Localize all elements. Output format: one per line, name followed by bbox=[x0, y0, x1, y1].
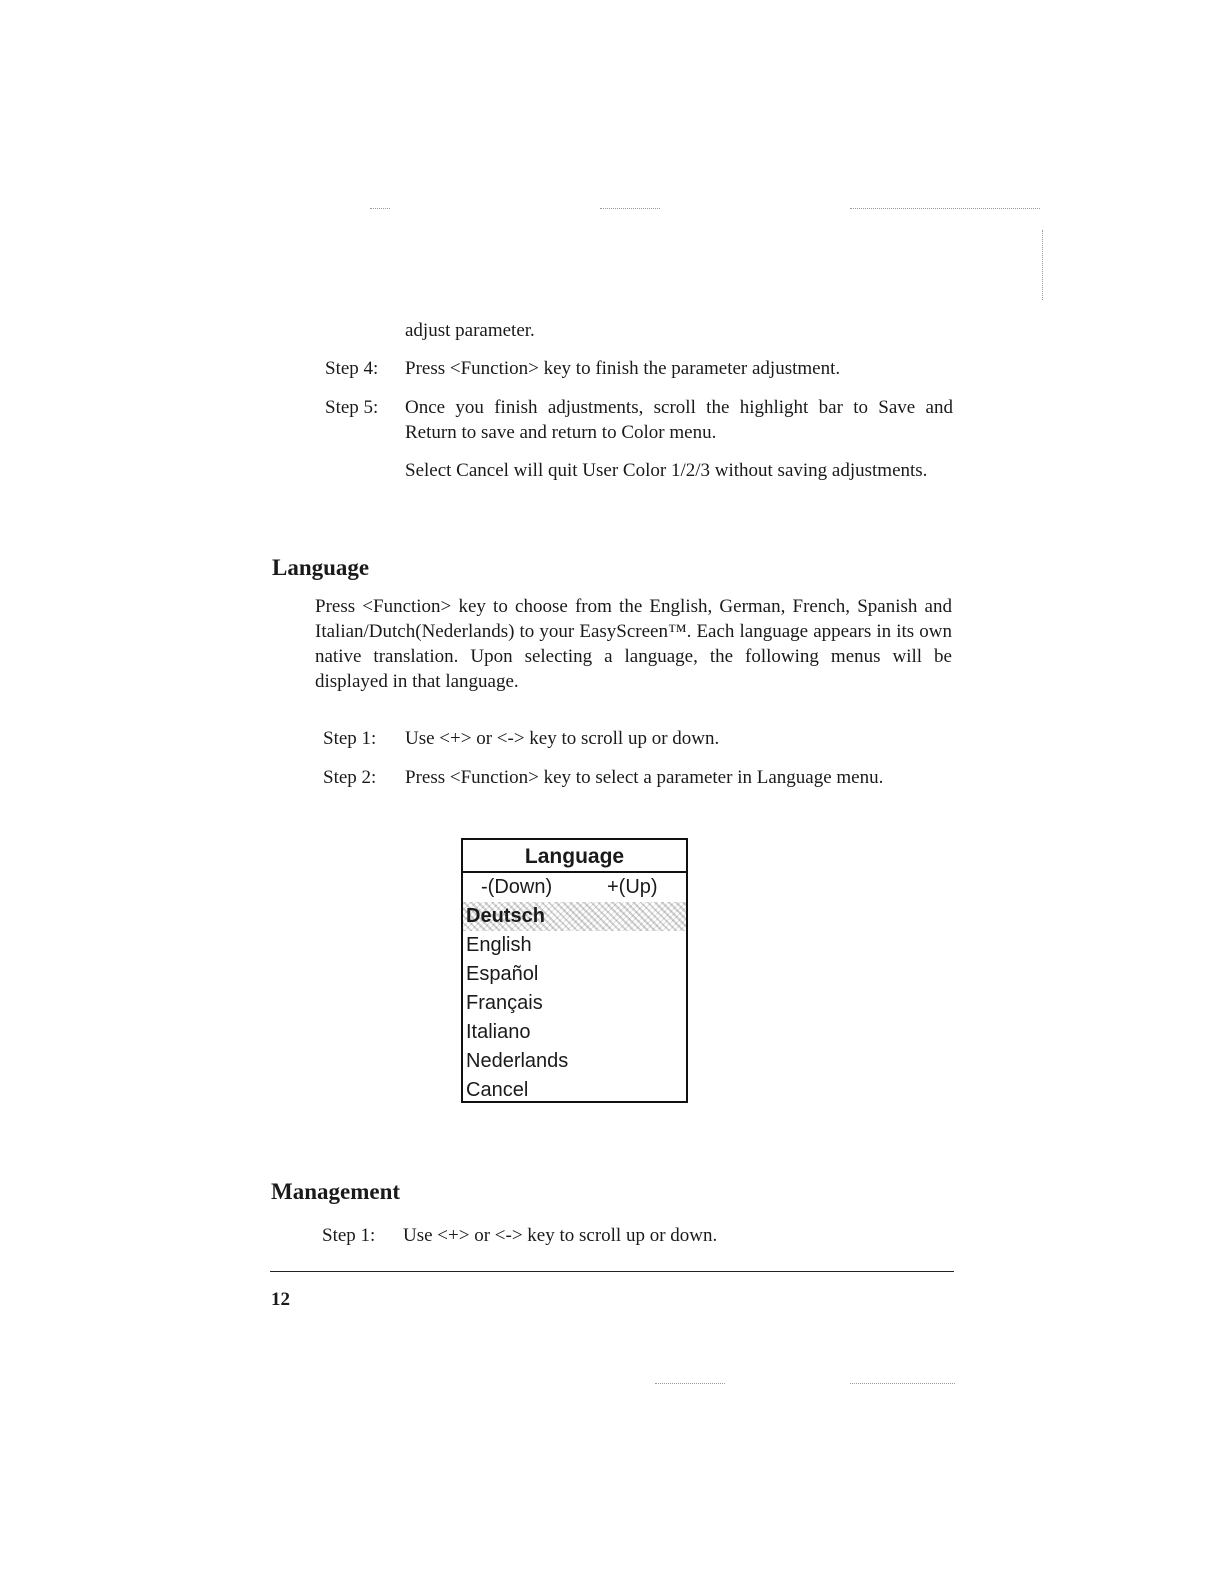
step-label-text: Step 4 bbox=[325, 358, 374, 379]
language-option-francais[interactable]: Français bbox=[466, 992, 543, 1014]
language-intro: Press <Function> key to choose from the English, German, French, Spanish and Italian/Dutch(Nederlands) to your EasyScreen™. Each language appears in its own native translation. Upon selecting a language, the following menus will be displayed in that language. bbox=[315, 596, 952, 692]
scan-artifact-top bbox=[370, 208, 390, 209]
step-label-text: Step 5 bbox=[325, 397, 374, 418]
language-heading: Language bbox=[272, 555, 370, 580]
language-menu-title: Language bbox=[463, 840, 686, 873]
language-option-cancel[interactable]: Cancel bbox=[466, 1079, 529, 1101]
management-step-1-text: Use <+> or <-> key to scroll up or down. bbox=[403, 1225, 718, 1246]
management-heading: Management bbox=[271, 1179, 401, 1204]
step-label-text: Step 2 bbox=[323, 767, 372, 788]
language-option-english[interactable]: English bbox=[466, 934, 532, 956]
language-option-espanol[interactable]: Español bbox=[466, 963, 539, 985]
step-5-text: Once you finish adjustments, scroll the highlight bar to Save and Return to save and return to Color menu. bbox=[405, 397, 953, 443]
language-option-nederlands[interactable]: Nederlands bbox=[466, 1050, 569, 1072]
language-step-1-text: Use <+> or <-> key to scroll up or down. bbox=[405, 728, 720, 749]
footer-rule bbox=[270, 1271, 954, 1272]
language-menu-directions bbox=[463, 873, 686, 902]
management-step-1-label: Step 1: bbox=[322, 1225, 376, 1246]
step-5-label: Step 5: bbox=[325, 397, 379, 418]
scan-artifact-bottom bbox=[850, 1383, 955, 1384]
language-step-2-label: Step 2: bbox=[323, 767, 377, 788]
scan-artifact-top bbox=[600, 208, 660, 209]
language-menu bbox=[461, 838, 688, 1103]
scan-artifact-top bbox=[850, 208, 1040, 209]
step-5-note: Select Cancel will quit User Color 1/2/3 without saving adjustments. bbox=[405, 460, 928, 481]
step-label-text: Step 1 bbox=[322, 1225, 371, 1246]
language-option-deutsch[interactable]: Deutsch bbox=[463, 902, 686, 931]
down-key-label: -(Down) bbox=[481, 876, 553, 898]
language-option-italiano[interactable]: Italiano bbox=[466, 1021, 531, 1043]
page-number: 12 bbox=[271, 1289, 290, 1310]
continuation-text: adjust parameter. bbox=[405, 320, 535, 341]
step-4-text: Press <Function> key to finish the parameter adjustment. bbox=[405, 358, 841, 379]
language-step-1-label: Step 1: bbox=[323, 728, 377, 749]
step-4-label: Step 4: bbox=[325, 358, 379, 379]
up-key-label: +(Up) bbox=[607, 876, 658, 898]
scan-artifact-bottom bbox=[655, 1383, 725, 1384]
scan-artifact-right bbox=[1042, 230, 1043, 300]
language-step-2-text: Press <Function> key to select a parameter in Language menu. bbox=[405, 767, 884, 788]
step-label-text: Step 1 bbox=[323, 728, 372, 749]
